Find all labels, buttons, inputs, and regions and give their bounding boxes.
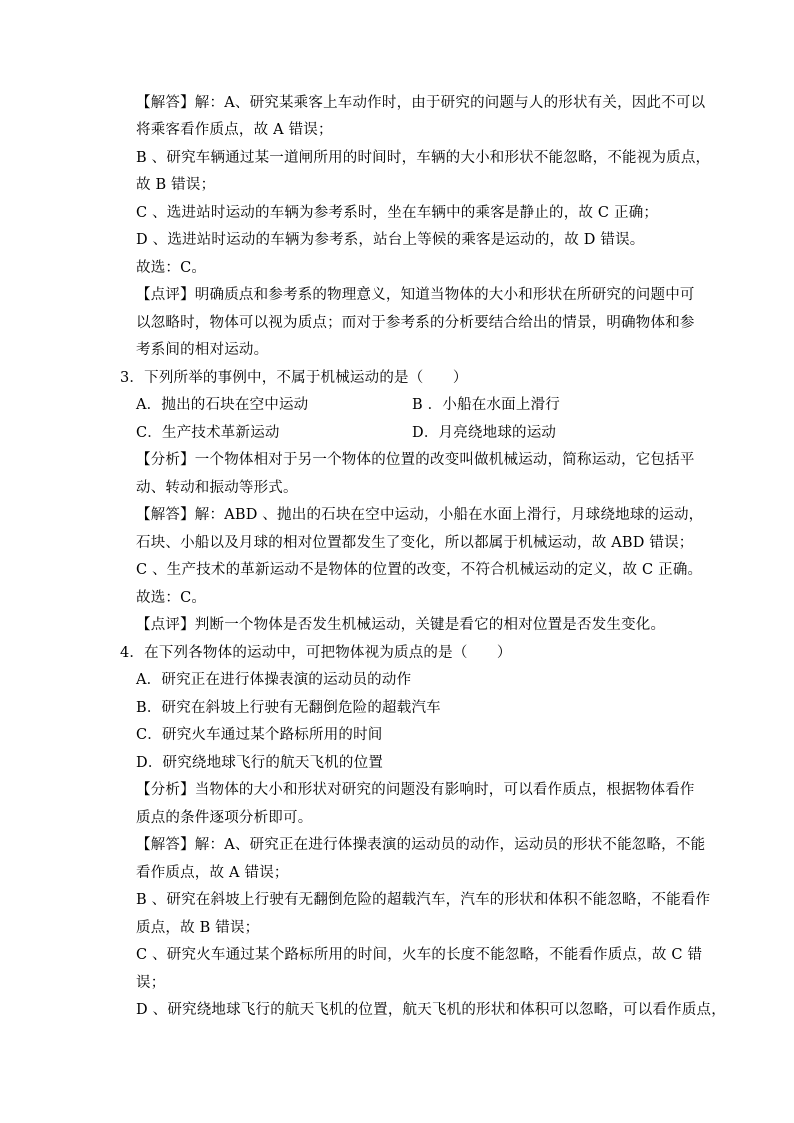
q3-answer-line1: 【解答】解：ABD 、抛出的石块在空中运动，小船在水面上滑行，月球绕地球的运动， (136, 507, 704, 523)
q4-option-c-analysis-line2: 误； (136, 975, 166, 991)
q4-option-b: B．研究在斜坡上行驶有无翻倒危险的超载汽车 (136, 700, 441, 716)
q3-answer-line2: 石块、小船以及月球的相对位置都发生了变化，所以都属于机械运动，故 ABD 错误； (136, 535, 694, 551)
q3-analysis-line2: 动、转动和振动等形式。 (136, 480, 298, 496)
q2-option-b-analysis-line1: B 、研究车辆通过某一道闸所用的时间时，车辆的大小和形状不能忽略，不能视为质点， (136, 150, 711, 166)
q3-option-c-analysis: C 、生产技术的革新运动不是物体的位置的改变，不符合机械运动的定义，故 C 正确。 (136, 562, 703, 578)
q3-option-a: A．抛出的石块在空中运动 (136, 397, 309, 413)
q2-answer-line2: 将乘客看作质点，故 A 错误； (136, 122, 333, 138)
q2-answer-line1: 【解答】解：A、研究某乘客上车动作时，由于研究的问题与人的形状有关，因此不可以 (136, 95, 706, 111)
q4-option-c-analysis-line1: C 、研究火车通过某个路标所用的时间，火车的长度不能忽略，不能看作质点，故 C 错 (136, 947, 703, 963)
q4-option-b-analysis-line2: 质点，故 B 错误； (136, 920, 260, 936)
q4-answer-line2: 看作质点，故 A 错误； (136, 865, 289, 881)
q4-answer-line1: 【解答】解：A、研究正在进行体操表演的运动员的动作，运动员的形状不能忽略，不能 (136, 837, 706, 853)
q2-option-b-analysis-line2: 故 B 错误； (136, 177, 216, 193)
q3-analysis-line1: 【分析】一个物体相对于另一个物体的位置的改变叫做机械运动，简称运动，它包括平 (136, 452, 695, 468)
q3-option-b: B ．小船在水面上滑行 (412, 397, 560, 413)
q4-option-c: C．研究火车通过某个路标所用的时间 (136, 727, 383, 743)
q3-final-answer: 故选：C。 (136, 590, 207, 606)
q4-analysis-line2: 质点的条件逐项分析即可。 (136, 810, 313, 826)
q2-comment-line3: 考系间的相对运动。 (136, 342, 269, 358)
q4-option-d-analysis-line1: D 、研究绕地球飞行的航天飞机的位置，航天飞机的形状和体积可以忽略，可以看作质点， (136, 1002, 726, 1018)
q2-option-d-analysis: D 、选进站时运动的车辆为参考系，站台上等候的乘客是运动的，故 D 错误。 (136, 232, 645, 248)
q2-final-answer: 故选：C。 (136, 260, 207, 276)
q4-option-b-analysis-line1: B 、研究在斜坡上行驶有无翻倒危险的超载汽车，汽车的形状和体积不能忽略，不能看作 (136, 892, 711, 908)
q3-option-row1 (136, 392, 308, 419)
q3-stem: 3．下列所举的事例中，不属于机械运动的是（ ） (120, 370, 468, 386)
q4-option-d: D．研究绕地球飞行的航天飞机的位置 (136, 755, 384, 771)
q4-stem: 4．在下列各物体的运动中，可把物体视为质点的是（ ） (120, 645, 512, 661)
q3-option-c: C．生产技术革新运动 (136, 425, 280, 441)
q4-analysis-line1: 【分析】当物体的大小和形状对研究的问题没有影响时，可以看作质点，根据物体看作 (136, 782, 695, 798)
q4-option-a: A．研究正在进行体操表演的运动员的动作 (136, 672, 412, 688)
q2-comment-line1: 【点评】明确质点和参考系的物理意义，知道当物体的大小和形状在所研究的问题中可 (136, 287, 695, 303)
q3-comment: 【点评】判断一个物体是否发生机械运动，关键是看它的相对位置是否发生变化。 (136, 617, 666, 633)
q2-comment-line2: 以忽略时，物体可以视为质点；而对于参考系的分析要结合给出的情景，明确物体和参 (136, 315, 695, 331)
q2-option-c-analysis: C 、选进站时运动的车辆为参考系时，坐在车辆中的乘客是静止的，故 C 正确； (136, 205, 659, 221)
q3-option-d: D．月亮绕地球的运动 (412, 425, 557, 441)
